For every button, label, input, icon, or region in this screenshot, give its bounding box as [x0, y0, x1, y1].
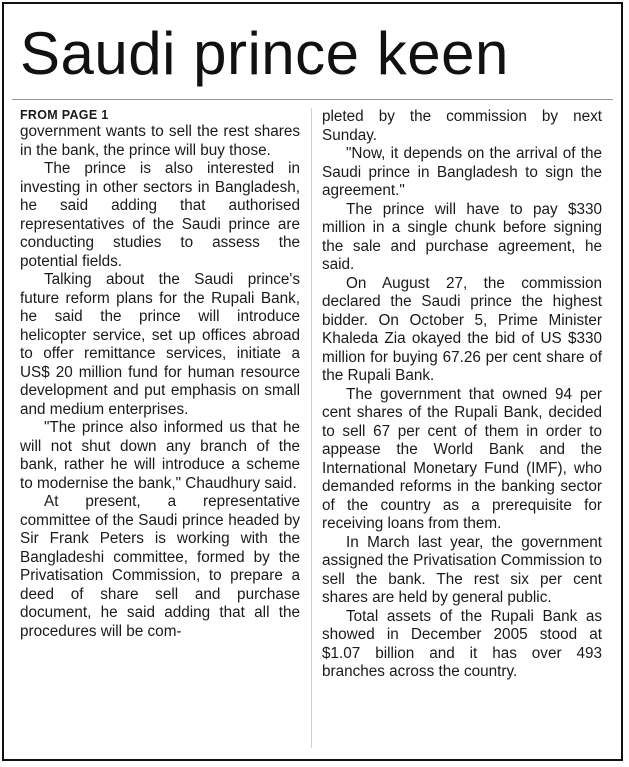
paragraph: The prince will have to pay $330 million in a single chunk before signing the sale and purchase agreement, he said.: [322, 200, 602, 273]
paragraph: In March last year, the government assigned the Privatisation Commission to sell the bank. The rest six per cent shares are held by general public.: [322, 533, 602, 606]
paragraph: The prince is also interested in investing in other sectors in Bangladesh, he said adding that authorised representatives of the Saudi prince are conducting studies to assess the potential fields.: [20, 160, 300, 270]
paragraph: Talking about the Saudi prince's future reform plans for the Rupali Bank, he said the prince will introduce helicopter service, set up offices abroad to offer remittance services, initiate a US$ 20 million fund for human resource development and put emphasis on small and medium enterprises.: [20, 271, 300, 418]
paragraph: "Now, it depends on the arrival of the Saudi prince in Bangladesh to sign the agreement.": [322, 145, 602, 199]
left-column: [20, 108, 300, 641]
paragraph: Total assets of the Rupali Bank as showed in December 2005 stood at $1.07 billion and it has over 493 branches across the country.: [322, 607, 602, 680]
paragraph: "The prince also informed us that he will not shut down any branch of the bank, rather he will introduce a scheme to modernise the bank," Chaudhury said.: [20, 419, 300, 492]
news-clipping: [2, 2, 623, 761]
column-divider: [311, 108, 312, 748]
paragraph: The government that owned 94 per cent shares of the Rupali Bank, decided to sell 67 per cent of them in order to appease the World Bank and the International Monetary Fund (IMF), who demanded reforms in the banking sector of the country as a prerequisite for receiving loans from them.: [322, 385, 602, 532]
jump-label: FROM PAGE 1: [20, 108, 109, 122]
headline: Saudi prince keen: [20, 20, 509, 87]
paragraph-continued: government wants to sell the rest shares in the bank, the prince will buy those.: [20, 123, 300, 159]
paragraph: On August 27, the commission declared the Saudi prince the highest bidder. On October 5, Prime Minister Khaleda Zia okayed the bid of US $330 million for buying 67.26 per cent share of the Rupali Bank.: [322, 274, 602, 384]
paragraph-continued: pleted by the commission by next Sunday.: [322, 108, 602, 144]
headline-rule: [12, 99, 613, 100]
right-column: [322, 108, 602, 682]
paragraph: At present, a representative committee of the Saudi prince headed by Sir Frank Peters is working with the Bangladeshi committee, formed by the Privatisation Commission, to prepare a deed of share sell and purchase document, he said adding that all the procedures will be com-: [20, 493, 300, 640]
